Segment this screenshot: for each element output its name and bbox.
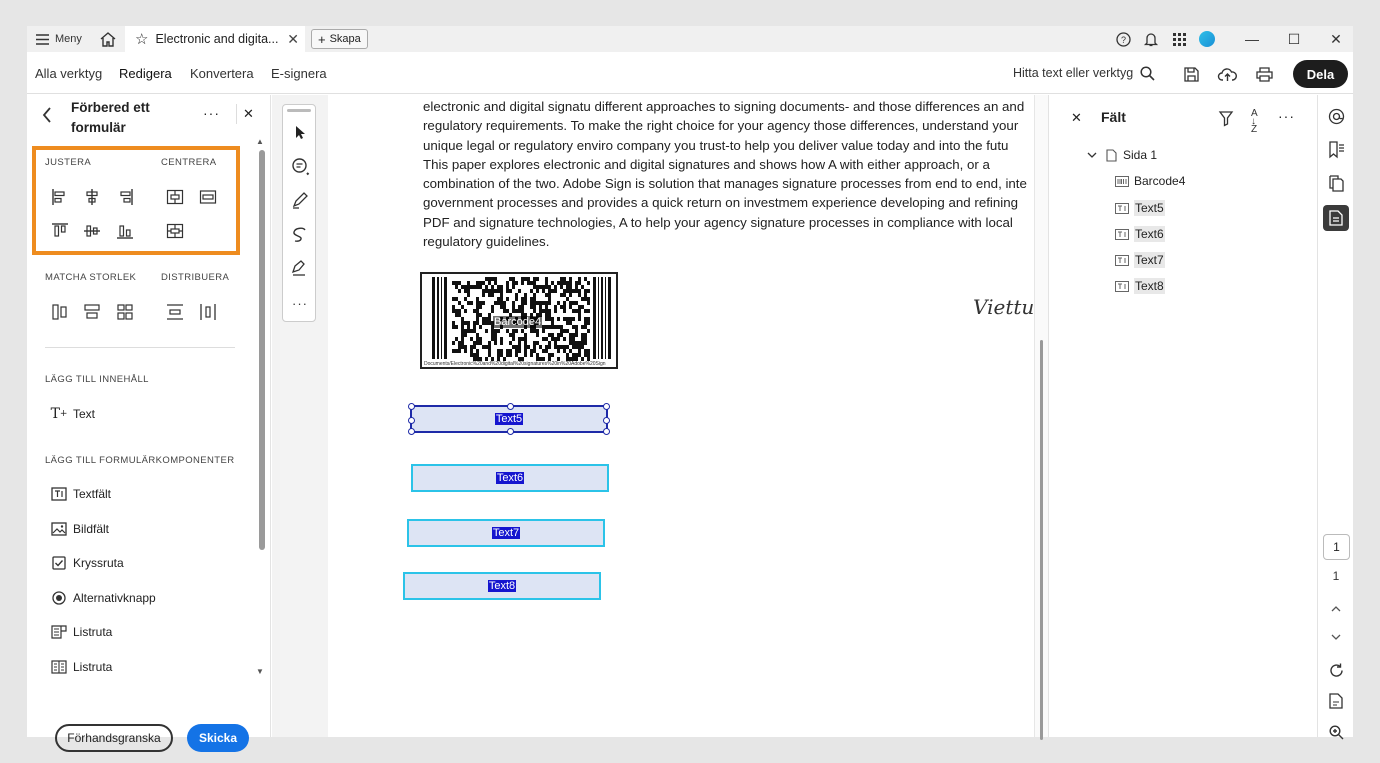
text-line: This paper explores electronic and digital signatures and shows how A with either approach, or a: [423, 156, 990, 172]
refresh-icon[interactable]: [1325, 659, 1347, 681]
add-text-icon: T +: [50, 406, 68, 422]
text-field-icon: [1115, 227, 1129, 241]
resize-handle[interactable]: [603, 403, 610, 410]
panel-scrollbar[interactable]: [259, 150, 265, 550]
image-field-icon: [51, 521, 67, 537]
radio-button-label: Alternativknapp: [73, 591, 156, 605]
chevron-down-icon[interactable]: [1085, 148, 1099, 162]
resize-handle[interactable]: [603, 417, 610, 424]
align-vertical-center-icon[interactable]: [83, 222, 101, 240]
text-line: PDF and signature technologies, A to help your agency signature processes in compliance with local: [423, 214, 1013, 230]
more-options-icon[interactable]: ···: [203, 105, 220, 121]
resize-handle[interactable]: [408, 428, 415, 435]
bell-icon[interactable]: [1136, 26, 1166, 52]
match-height-icon[interactable]: [83, 303, 101, 321]
tree-field-label: Text8: [1135, 279, 1164, 293]
page-icon: [1104, 148, 1118, 162]
avatar[interactable]: [1192, 26, 1222, 52]
close-panel-icon[interactable]: ✕: [243, 106, 254, 121]
apps-grid-icon[interactable]: [1164, 26, 1194, 52]
zoom-in-icon[interactable]: [1325, 721, 1347, 743]
highlight-tool-icon[interactable]: [290, 190, 310, 210]
page-number-input[interactable]: 1: [1323, 534, 1350, 560]
close-fields-icon[interactable]: ✕: [1071, 110, 1082, 125]
text-field-label: Textfält: [73, 487, 112, 501]
image-field-item[interactable]: [51, 519, 109, 539]
fields-more-icon[interactable]: ···: [1278, 108, 1295, 124]
dropdown-list-item[interactable]: [51, 657, 112, 677]
comment-tool-icon[interactable]: [290, 156, 310, 176]
list-box-label: Listruta: [73, 625, 113, 639]
home-button[interactable]: [100, 26, 116, 52]
tree-field-label: Text7: [1135, 253, 1164, 267]
align-header: JUSTERA: [45, 157, 92, 168]
text-field-icon: [1115, 201, 1129, 215]
resize-handle[interactable]: [507, 428, 514, 435]
radio-button-item[interactable]: [51, 588, 156, 608]
resize-handle[interactable]: [408, 417, 415, 424]
print-icon[interactable]: [1253, 63, 1275, 85]
more-tools-icon[interactable]: ···: [292, 295, 308, 311]
resize-handle[interactable]: [603, 428, 610, 435]
maximize-icon[interactable]: ☐: [1287, 30, 1301, 47]
tree-field-item[interactable]: [1115, 252, 1165, 268]
svg-text:?: ?: [1120, 34, 1126, 45]
document-tab[interactable]: [125, 26, 305, 52]
minimize-icon[interactable]: —: [1245, 31, 1259, 47]
scroll-down-arrow[interactable]: ▼: [256, 667, 264, 676]
star-icon[interactable]: ☆: [135, 31, 149, 48]
align-top-icon[interactable]: [51, 222, 69, 240]
form-field-text6[interactable]: [411, 464, 609, 492]
center-header: CENTRERA: [161, 157, 217, 168]
document-scrollbar[interactable]: [1034, 95, 1048, 737]
tab-edit[interactable]: Redigera: [119, 65, 172, 81]
center-vertical-icon[interactable]: [199, 188, 217, 206]
distribute-horizontal-icon[interactable]: [199, 303, 217, 321]
scroll-up-arrow[interactable]: ▲: [256, 137, 264, 146]
back-arrow-icon[interactable]: [42, 107, 52, 126]
text-field-item[interactable]: [51, 484, 111, 504]
resize-handle[interactable]: [507, 403, 514, 410]
tree-field-label: Text5: [1135, 201, 1164, 215]
checkbox-icon: [51, 555, 67, 571]
draw-tool-icon[interactable]: [290, 224, 310, 244]
close-window-icon[interactable]: ✕: [1330, 30, 1342, 47]
filter-icon[interactable]: [1219, 111, 1233, 129]
tab-esign[interactable]: E-signera: [271, 65, 327, 81]
form-field-text8[interactable]: [403, 572, 601, 600]
center-horizontal-icon[interactable]: [166, 188, 184, 206]
list-box-item[interactable]: [51, 622, 112, 642]
chevron-down-icon[interactable]: [1325, 626, 1347, 648]
form-field-text5[interactable]: [410, 405, 608, 433]
add-content-header: LÄGG TILL INNEHÅLL: [45, 374, 149, 385]
tree-field-item[interactable]: [1115, 278, 1165, 294]
find-label: Hitta text eller verktyg: [1013, 66, 1134, 80]
field-label: Text6: [496, 472, 524, 484]
tree-field-label: Text6: [1135, 227, 1164, 241]
field-label: Text8: [488, 580, 516, 592]
text-line: unique legal or regulatory enviro company you trust-to help you deliver value today and into the futu: [423, 137, 1009, 153]
text-line: regulatory guidelines.: [423, 234, 550, 250]
barcode-label: Barcode4: [494, 316, 542, 328]
quick-tools-strip: [282, 104, 316, 322]
checkbox-label: Kryssruta: [73, 556, 124, 570]
preview-button[interactable]: Förhandsgranska: [55, 724, 173, 752]
drag-handle[interactable]: [287, 109, 311, 112]
page-node-label: Sida 1: [1123, 148, 1158, 162]
add-components-header: LÄGG TILL FORMULÄRKOMPONENTER: [45, 455, 235, 466]
tab-convert[interactable]: Konvertera: [190, 65, 254, 81]
tab-title: Electronic and digita...: [155, 32, 279, 46]
search-icon: [1140, 66, 1155, 81]
help-icon[interactable]: [1108, 26, 1138, 52]
sort-icon[interactable]: A ↓ Z: [1251, 108, 1258, 135]
pages-icon[interactable]: [1325, 172, 1347, 194]
close-tab-icon[interactable]: ✕: [287, 30, 299, 47]
list-box-icon: [51, 624, 67, 640]
align-right-icon[interactable]: [116, 188, 134, 206]
save-icon[interactable]: [1180, 63, 1202, 85]
add-text-item[interactable]: [51, 404, 95, 424]
total-pages: 1: [1332, 569, 1340, 583]
send-button[interactable]: Skicka: [187, 724, 249, 752]
plus-icon: +: [318, 31, 326, 47]
title-bar: [27, 26, 1353, 52]
app-window: [27, 26, 1353, 745]
panel-title: Förbered ett formulär: [71, 100, 150, 135]
menu-button[interactable]: [36, 26, 82, 52]
distribute-vertical-icon[interactable]: [166, 303, 184, 321]
text-line: government processes and provides a quick return on investmem experience developing and refining: [423, 195, 1019, 211]
align-left-icon[interactable]: [51, 188, 69, 206]
radio-button-icon: [51, 590, 67, 606]
upload-cloud-icon[interactable]: [1216, 63, 1238, 85]
add-text-label: Text: [73, 407, 96, 421]
checkbox-item[interactable]: [51, 553, 124, 573]
barcode-caption: Documents/Electronic%20and%20digital%20signatures%20in%20Adobe%20Sign: [424, 361, 606, 367]
text-field-icon: [1115, 253, 1129, 267]
barcode-field[interactable]: [420, 272, 618, 369]
resize-handle[interactable]: [408, 403, 415, 410]
barcode-field-icon: [1115, 174, 1129, 188]
tree-page-node[interactable]: [1085, 148, 1157, 162]
text-line: combination of the two. Adobe Sign is solution that manages signature processes from end to end, inte: [423, 176, 1027, 192]
share-button[interactable]: Dela: [1293, 60, 1348, 88]
distribute-header: DISTRIBUERA: [161, 272, 230, 283]
prepare-form-panel: [27, 95, 271, 745]
form-fields-icon[interactable]: [1323, 205, 1349, 231]
dropdown-list-label: Listruta: [73, 660, 113, 674]
dropdown-list-icon: [51, 659, 67, 675]
field-label: Text5: [495, 413, 523, 425]
fields-title: Fält: [1101, 109, 1126, 125]
select-tool-icon[interactable]: [290, 122, 310, 142]
tree-field-item[interactable]: [1115, 226, 1165, 242]
document-body-text: [423, 95, 1043, 251]
text-line: regulatory requirements. To make the right choice for your agency those differences, understand your: [423, 118, 1019, 134]
form-field-text7[interactable]: [407, 519, 605, 547]
main-toolbar: [27, 52, 1353, 94]
fields-panel: [1048, 95, 1316, 737]
chevron-up-icon[interactable]: [1325, 598, 1347, 620]
right-tool-rail: [1317, 95, 1353, 737]
find-text-button[interactable]: [1013, 52, 1155, 94]
home-icon: [100, 32, 116, 47]
match-size-header: MATCHA STORLEK: [45, 272, 137, 283]
text-field-icon: [51, 486, 67, 502]
tree-field-item[interactable]: [1115, 174, 1185, 188]
tab-all-tools[interactable]: Alla verktyg: [35, 65, 103, 81]
field-label: Text7: [492, 527, 520, 539]
signature-image: Viettu: [973, 295, 1035, 319]
align-horizontal-center-icon[interactable]: [83, 188, 101, 206]
match-width-icon[interactable]: [51, 303, 69, 321]
scroll-thumb[interactable]: [1040, 340, 1043, 740]
sign-tool-icon[interactable]: [290, 258, 310, 278]
image-field-label: Bildfält: [73, 522, 110, 536]
divider: [236, 104, 237, 124]
tree-field-item[interactable]: [1115, 200, 1165, 216]
at-mention-icon[interactable]: [1325, 105, 1347, 127]
page-fit-icon[interactable]: [1325, 690, 1347, 712]
bookmark-icon[interactable]: [1325, 138, 1347, 160]
create-button[interactable]: [311, 29, 368, 49]
text-line: electronic and digital signatu different approaches to signing documents- and those differences an and: [423, 99, 1025, 114]
text-field-icon: [1115, 279, 1129, 293]
tree-field-label: Barcode4: [1134, 174, 1186, 188]
menu-label: Meny: [55, 33, 82, 45]
divider: [45, 347, 235, 348]
center-both-icon[interactable]: [166, 222, 184, 240]
match-both-icon[interactable]: [116, 303, 134, 321]
hamburger-icon: [36, 34, 49, 45]
align-bottom-icon[interactable]: [116, 222, 134, 240]
document-page: [328, 95, 1035, 737]
create-label: Skapa: [329, 33, 361, 45]
